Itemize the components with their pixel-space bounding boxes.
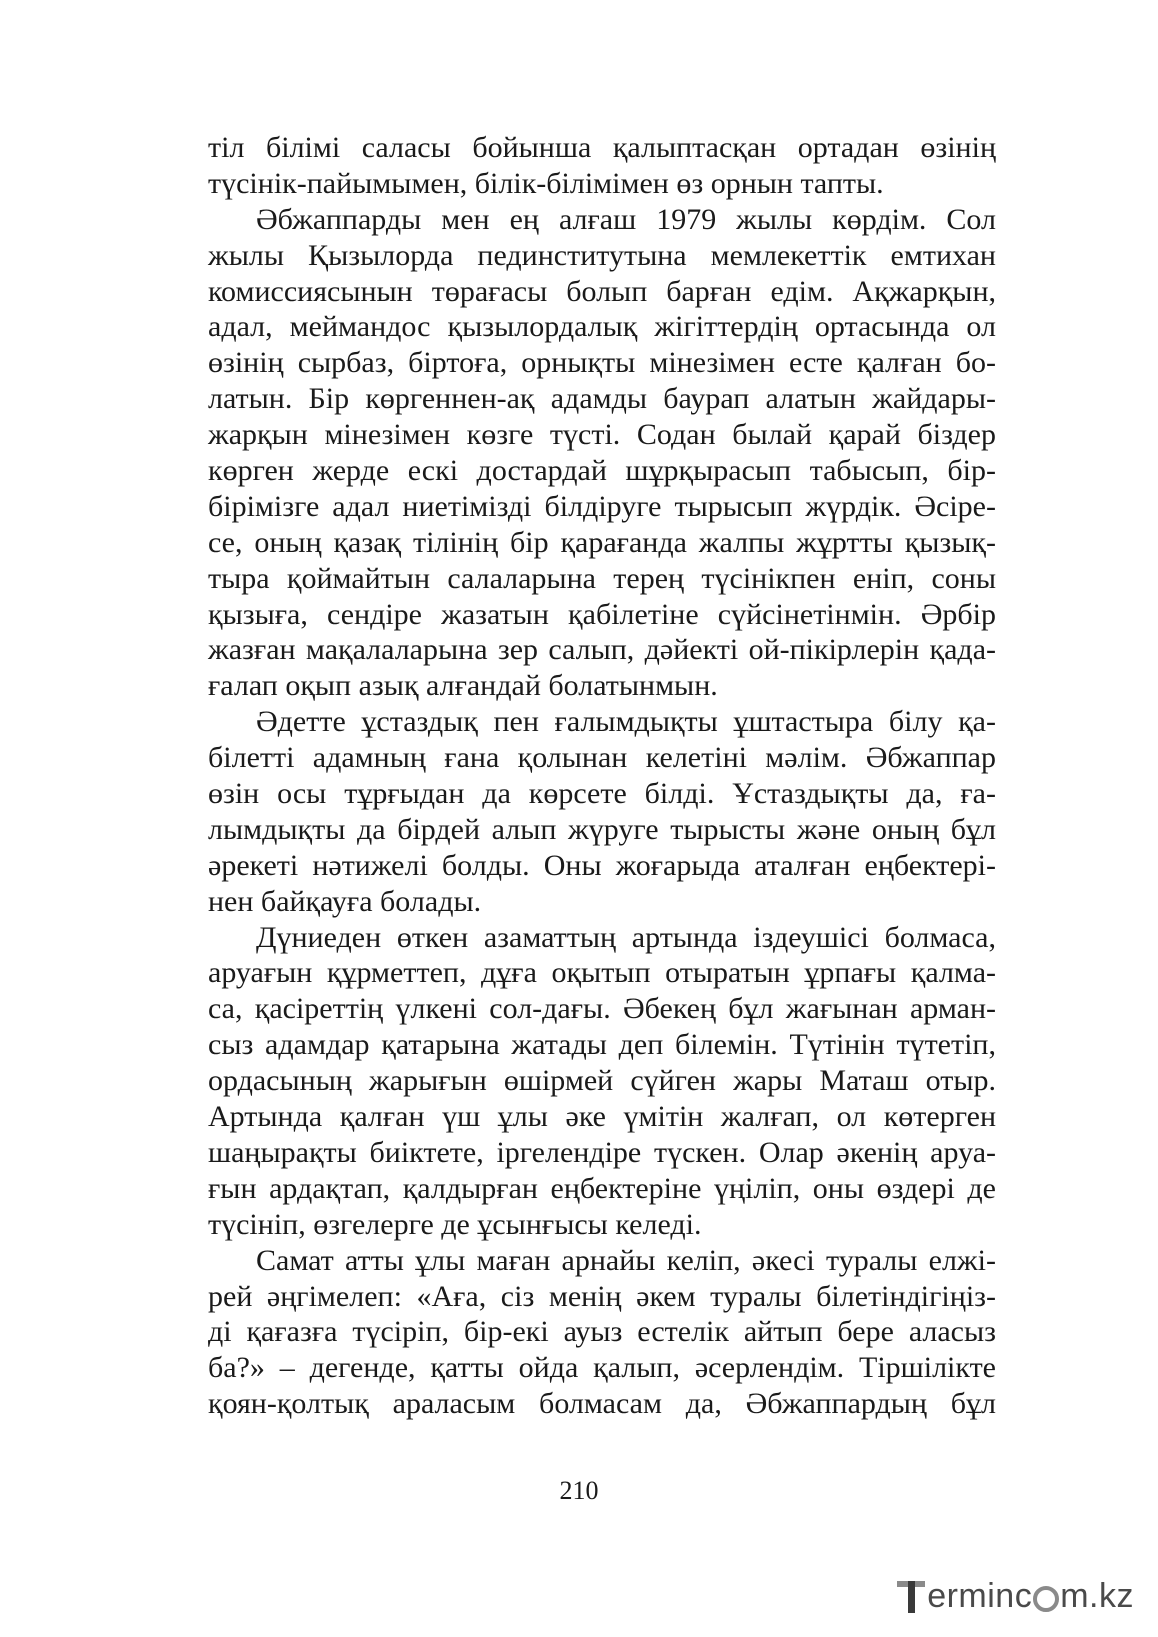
text-line: түсінік-пайымымен, білік-білімімен өз орнын тапты. bbox=[208, 166, 884, 200]
text-line: адал, меймандос қызылордалық жігіттердің ортасында ол bbox=[208, 310, 996, 344]
text-line: ба?» – дегенде, қатты ойда қалып, әсерлендім. Тіршілікте bbox=[208, 1351, 996, 1385]
watermark-t-letter bbox=[897, 1579, 925, 1613]
text-line: өзін осы тұрғыдан да көрсете білді. Ұстаздықты да, ға- bbox=[208, 777, 996, 811]
watermark-text-part2: c bbox=[1014, 1576, 1033, 1615]
text-line: тіл білімі саласы бойынша қалыптасқан ортадан өзінің bbox=[208, 131, 996, 164]
text-line: ғалап оқып азық алғандай болатынмын. bbox=[208, 669, 718, 703]
text-line: жылы Қызылорда пединститутына мемлекеттік емтихан bbox=[208, 238, 996, 272]
text-line: нен байқауға болады. bbox=[208, 884, 482, 918]
text-line: Самат атты ұлы маған арнайы келіп, әкесі туралы елжі- bbox=[256, 1243, 996, 1277]
termincom-watermark-logo bbox=[897, 1573, 1134, 1619]
text-line: түсініп, өзгелерге де ұсынғысы келеді. bbox=[208, 1207, 702, 1241]
text-line: Әбжаппарды мен ең алғаш 1979 жылы көрдім. Сол bbox=[256, 202, 996, 236]
text-line: аруағын құрметтеп, дұға оқытып отыратын ұрпағы қалма- bbox=[208, 956, 996, 990]
text-line: са, қасіреттің үлкені сол-дағы. Әбекең бұл жағынан арман- bbox=[208, 992, 996, 1026]
text-line: бірімізге адал ниетімізді білдіруге тырысып жүрдік. Әсіре- bbox=[208, 489, 996, 523]
text-line: әрекеті нәтижелі болды. Оны жоғарыда аталған еңбектері- bbox=[208, 848, 996, 882]
text-line: ді қағазға түсіріп, бір-екі ауыз естелік айтып бере аласыз bbox=[208, 1315, 996, 1349]
text-line: жарқын мінезімен көзге түсті. Содан былай қарай біздер bbox=[208, 418, 996, 452]
text-line: ғын ардақтап, қалдырған еңбектеріне үңіліп, оны өздері де bbox=[208, 1171, 996, 1205]
text-line: көрген жерде ескі достардай шұрқырасып табысып, бір- bbox=[208, 454, 996, 488]
text-line: лымдықты да бірдей алып жүруге тырысты және оның бұл bbox=[208, 812, 996, 846]
watermark-o-circle bbox=[1033, 1586, 1059, 1612]
page-body-text bbox=[208, 130, 996, 1422]
text-line: се, оның қазақ тілінің бір қарағанда жалпы жұртты қызық- bbox=[208, 525, 996, 559]
text-line: өзінің сырбаз, біртоға, орнықты мінезімен есте қалған бо- bbox=[208, 346, 996, 380]
page-number: 210 bbox=[559, 1476, 599, 1505]
watermark-text-part1: ermin bbox=[927, 1576, 1015, 1615]
text-line: шаңырақты биіктете, іргелендіре түскен. Олар әкенің аруа- bbox=[208, 1135, 996, 1169]
text-line: ордасының жарығын өшірмей сүйген жары Маташ отыр. bbox=[208, 1064, 996, 1098]
text-line: Артында қалған үш ұлы әке үмітін жалғап, ол көтерген bbox=[208, 1100, 996, 1134]
text-line: тыра қоймайтын салаларына терең түсінікпен еніп, соны bbox=[208, 561, 996, 595]
text-line: қоян-қолтық араласым болмасам да, Әбжаппардың бұл bbox=[208, 1387, 996, 1421]
text-line: білетті адамның ғана қолынан келетіні мәлім. Әбжаппар bbox=[208, 741, 996, 775]
text-line: латын. Бір көргеннен-ақ адамды баурап алатын жайдары- bbox=[208, 382, 996, 416]
watermark-text-part3: m.kz bbox=[1060, 1576, 1134, 1615]
text-line: Дүниеден өткен азаматтың артында іздеушісі болмаса, bbox=[256, 920, 996, 954]
text-line: сыз адамдар қатарына жатады деп білемін. Түтінін түтетіп, bbox=[208, 1028, 996, 1062]
text-line: жазған мақалаларына зер салып, дәйекті ой-пікірлерін қада- bbox=[208, 633, 996, 667]
text-line: комиссиясынын төрағасы болып барған едім. Ақжарқын, bbox=[208, 274, 996, 308]
text-line: Әдетте ұстаздық пен ғалымдықты ұштастыра білу қа- bbox=[256, 705, 996, 739]
text-line: рей әңгімелеп: «Аға, сіз менің әкем туралы білетіндігіңіз- bbox=[208, 1279, 996, 1313]
text-line: қызыға, сендіре жазатын қабілетіне сүйсінетінмін. Әрбір bbox=[208, 597, 996, 631]
